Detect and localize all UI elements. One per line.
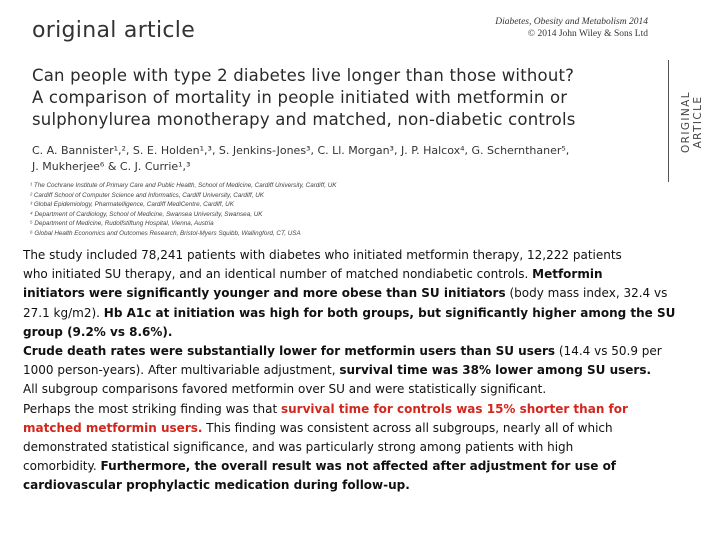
highlighted-text-run: matched metformin users. [23,420,203,435]
text-run: 27.1 kg/m2). [23,305,100,320]
affiliation: ² Cardiff School of Computer Science and Informatics, Cardiff University, Cardiff, UK [30,191,265,199]
title-line: Can people with type 2 diabetes live longer than those without? [32,66,575,85]
side-tab-line: ARTICLE [692,95,704,149]
journal-name: Diabetes, Obesity and Metabolism 2014 [495,17,648,27]
title-line: A comparison of mortality in people initiated with metformin or [32,88,568,107]
text-run: The study included 78,241 patients with diabetes who initiated metformin therapy, 12,222 patients [23,248,622,262]
summary-line [23,323,683,342]
affiliation-list [30,181,590,239]
text-run: who initiated SU therapy, and an identical number of matched nondiabetic controls. [23,267,529,282]
bold-text-run: Furthermore, the overall result was not affected after adjustment for use of [100,459,617,474]
text-run: (14.4 vs 50.9 per [558,344,662,359]
summary-line [23,400,683,419]
text-run: comorbidity. [23,459,97,474]
summary-line [23,284,683,303]
text-run: Perhaps the most striking finding was that [23,401,278,416]
affiliation: ¹ The Cochrane Institute of Primary Care and Public Health, School of Medicine, Cardiff University, Cardiff, UK [30,182,337,189]
summary-line [23,246,683,265]
bold-text-run: survival time was 38% lower among SU users. [339,363,652,378]
text-run: All subgroup comparisons favored metformin over SU and were statistically significant. [23,382,547,397]
highlighted-text-run: survival time for controls was 15% shorter than for [281,401,628,416]
bold-text-run: cardiovascular prophylactic medication during follow-up. [23,478,410,493]
summary-line [23,265,683,284]
text-run: 1000 person-years). After multivariable adjustment, [23,363,336,378]
summary-line [23,304,683,323]
text-run: (body mass index, 32.4 vs [509,286,668,301]
bold-text-run: Metformin [532,267,603,282]
author-line: J. Mukherjee⁶ & C. J. Currie¹,³ [32,160,191,173]
journal-citation [495,16,648,40]
summary-line [23,457,683,476]
bold-text-run: group (9.2% vs 8.6%). [23,324,173,339]
bold-text-run: Hb A1c at initiation was high for both groups, but significantly higher among the SU [103,305,676,320]
summary-line [23,380,683,399]
affiliation: ⁶ Global Health Economics and Outcomes Research, Bristol-Myers Squibb, Wallingford, CT, USA [30,229,301,237]
author-list [32,143,652,175]
side-tab-line: ORIGINAL [680,91,692,153]
summary-text [23,246,683,496]
affiliation: ⁵ Department of Medicine, Rudolfstiftung Hospital, Vienna, Austria [30,220,214,228]
title-line: sulphonylurea monotherapy and matched, non-diabetic controls [32,110,576,129]
bold-text-run: Crude death rates were substantially lower for metformin users than SU users [23,344,556,359]
affiliation: ⁴ Department of Cardiology, School of Medicine, Swansea University, Swansea, UK [30,210,263,218]
summary-line [23,438,683,457]
summary-line [23,419,683,438]
author-line: C. A. Bannister¹,², S. E. Holden¹,³, S. Jenkins-Jones³, C. Ll. Morgan³, J. P. Halcox⁴, G. Schernthaner⁵, [32,144,570,157]
bold-text-run: initiators were significantly younger and more obese than SU initiators [23,286,506,301]
section-label: original article [32,18,196,43]
summary-line [23,361,683,380]
text-run: demonstrated statistical significance, and was particularly strong among patients with high [23,440,574,455]
side-tab-label [680,91,704,153]
summary-line [23,476,683,495]
article-title [32,65,662,131]
text-run: This finding was consistent across all subgroups, nearly all of which [206,420,613,435]
summary-line [23,342,683,361]
copyright-notice: © 2014 John Wiley & Sons Ltd [527,29,648,39]
affiliation: ³ Global Epidemiology, Pharmatelligence, Cardiff MediCentre, Cardiff, UK [30,201,234,209]
